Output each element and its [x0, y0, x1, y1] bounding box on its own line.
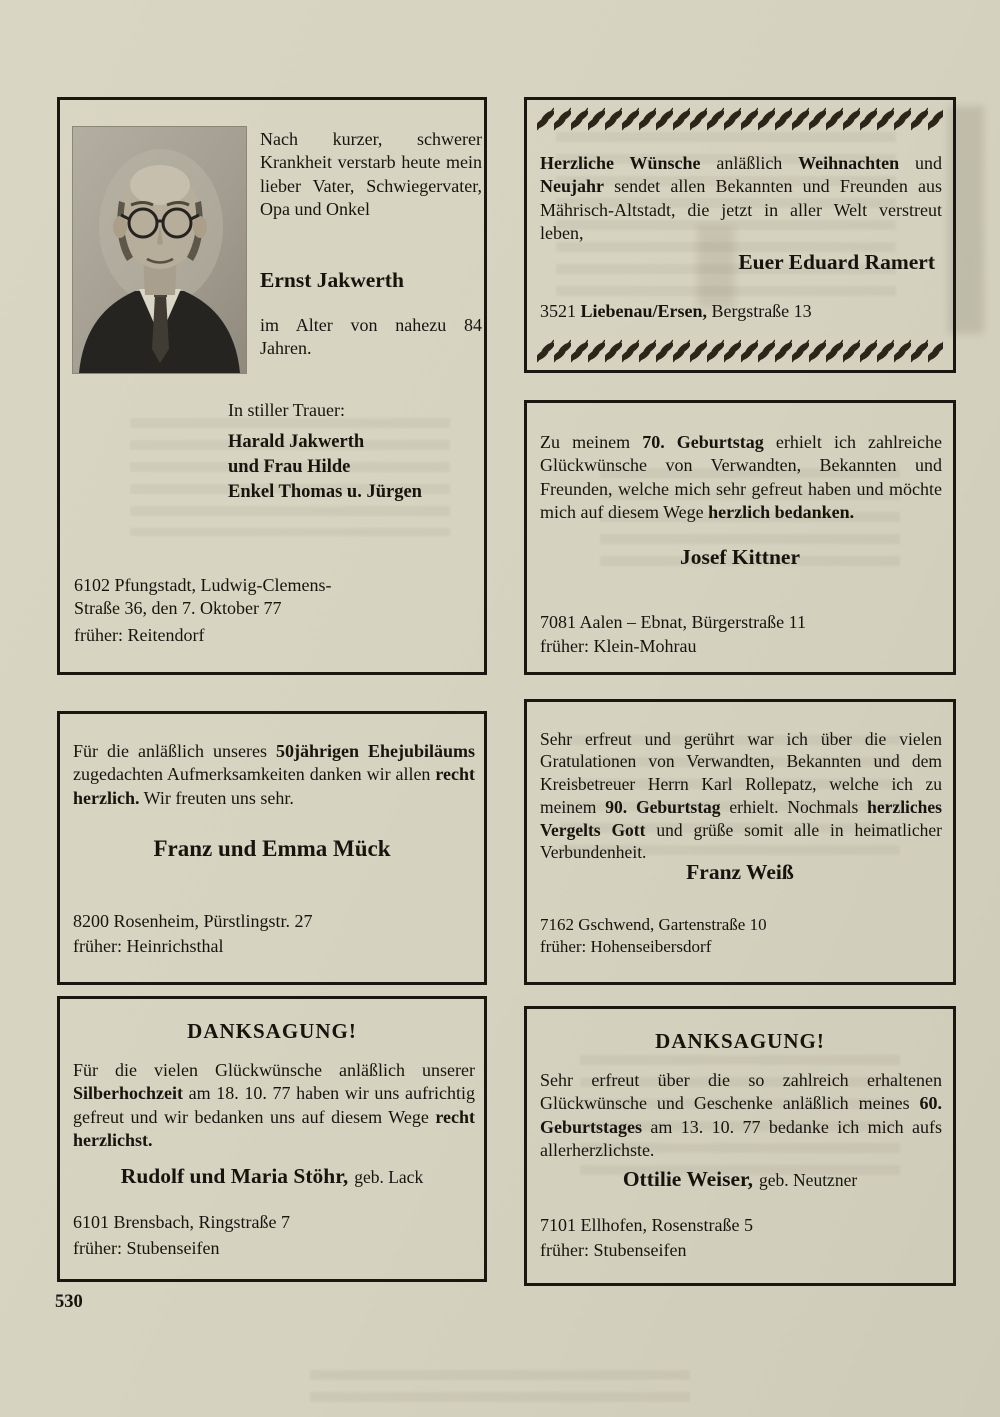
mourner-line: und Frau Hilde: [228, 456, 351, 477]
thanks-notice-kittner: [524, 400, 956, 675]
address: [74, 574, 476, 621]
address: 7101 Ellhofen, Rosenstraße 5: [540, 1215, 753, 1235]
notice-title: DANKSAGUNG!: [655, 1029, 825, 1053]
maiden-name: geb. Lack: [354, 1167, 424, 1187]
mourner-line: Harald Jakwerth: [228, 432, 365, 452]
sender-name-line: [60, 1164, 484, 1189]
age-line: im Alter von nahezu 84 Jahren.: [260, 315, 482, 359]
address: 6101 Brensbach, Ringstraße 7: [73, 1212, 290, 1232]
former-residence: früher: Heinrichsthal: [73, 936, 224, 956]
obituary-notice-jakwerth: [57, 97, 487, 675]
maiden-name: geb. Neutzner: [759, 1170, 858, 1190]
garland-ornament-bottom: [537, 338, 943, 364]
thanks-text: Sehr erfreut und gerührt war ich über die vielen Gratulationen von Verwandten, Bekannten und dem Kreisbetreuer Herrn Karl Rollepatz, welche ich zu meinem 90. Geburtstag erhielt. Nochmals herzliches Vergelts Gott und grüße somit alle in heimatlicher Verbundenheit.: [540, 728, 942, 863]
greeting-notice-ramert: [524, 97, 956, 373]
sender-name-line: [527, 1167, 953, 1192]
former-residence: früher: Reitendorf: [74, 625, 205, 645]
thanks-text: Zu meinem 70. Geburtstag erhielt ich zahlreiche Glückwünsche von Verwandten, Bekannten und Freunden, welche mich sehr gefreut haben und möchte mich auf diesem Wege herzlich bedanken.: [540, 432, 942, 523]
sender-name: Josef Kittner: [679, 545, 800, 569]
notice-title: DANKSAGUNG!: [187, 1019, 357, 1043]
sender-name: Ottilie Weiser,: [622, 1167, 754, 1191]
address: 3521 Liebenau/Ersen, Bergstraße 13: [540, 301, 812, 321]
address: 7081 Aalen – Ebnat, Bürgerstraße 11: [540, 612, 806, 632]
portrait-photo: [73, 127, 246, 373]
greeting-text: Herzliche Wünsche anläßlich Weihnachten und Neujahr sendet allen Bekannten und Freunden aus Mährisch-Altstadt, die jetzt in aller Welt verstreut leben,: [540, 153, 943, 244]
mourners-list: [228, 430, 422, 505]
former-residence: früher: Klein-Mohrau: [540, 636, 697, 656]
former-residence: früher: Stubenseifen: [73, 1238, 220, 1258]
deceased-name: Ernst Jakwerth: [260, 268, 404, 292]
bleed-through: [310, 1370, 690, 1404]
mourning-label: In stiller Trauer:: [228, 400, 345, 420]
danksagung-notice-stoehr: [57, 996, 487, 1282]
mourner-line: Enkel Thomas u. Jürgen: [228, 481, 422, 502]
thanks-notice-weiss: [524, 699, 956, 985]
thanks-text: Für die vielen Glückwünsche anläßlich unserer Silberhochzeit am 18. 10. 77 haben wir uns aufrichtig gefreut und wir bedanken uns auf diesem Wege recht herzlichst.: [73, 1060, 475, 1151]
former-residence: früher: Hohenseibersdorf: [540, 937, 712, 956]
thanks-notice-mueck: [57, 711, 487, 985]
address: 8200 Rosenheim, Pürstlingstr. 27: [73, 911, 313, 931]
sender-name: Rudolf und Maria Stöhr,: [120, 1164, 349, 1188]
sender-name: Franz und Emma Mück: [153, 836, 391, 861]
garland-ornament-top: [537, 106, 943, 132]
former-residence: früher: Stubenseifen: [540, 1240, 687, 1260]
thanks-text: Für die anläßlich unseres 50jährigen Ehejubiläums zugedachten Aufmerksamkeiten danken wir allen recht herzlich. Wir freuten uns sehr.: [73, 741, 476, 808]
page-number: 530: [55, 1292, 83, 1312]
portrait-illustration: [73, 127, 246, 373]
danksagung-notice-weiser: [524, 1006, 956, 1286]
address-line: 6102 Pfungstadt, Ludwig-Clemens-: [74, 575, 332, 595]
sender-name: Euer Eduard Ramert: [738, 250, 935, 274]
obituary-intro: Nach kurzer, schwerer Krankheit verstarb heute mein lieber Vater, Schwiegervater, Opa und Onkel: [260, 129, 482, 220]
thanks-text: Sehr erfreut über die so zahlreich erhaltenen Glückwünsche und Geschenke anläßlich meines 60. Geburtstages am 13. 10. 77 bedanke ich mich aufs allerherzlichste.: [540, 1070, 942, 1161]
address-line: Straße 36, den 7. Oktober 77: [74, 598, 282, 619]
sender-name: Franz Weiß: [686, 860, 794, 884]
address: 7162 Gschwend, Gartenstraße 10: [540, 915, 767, 934]
